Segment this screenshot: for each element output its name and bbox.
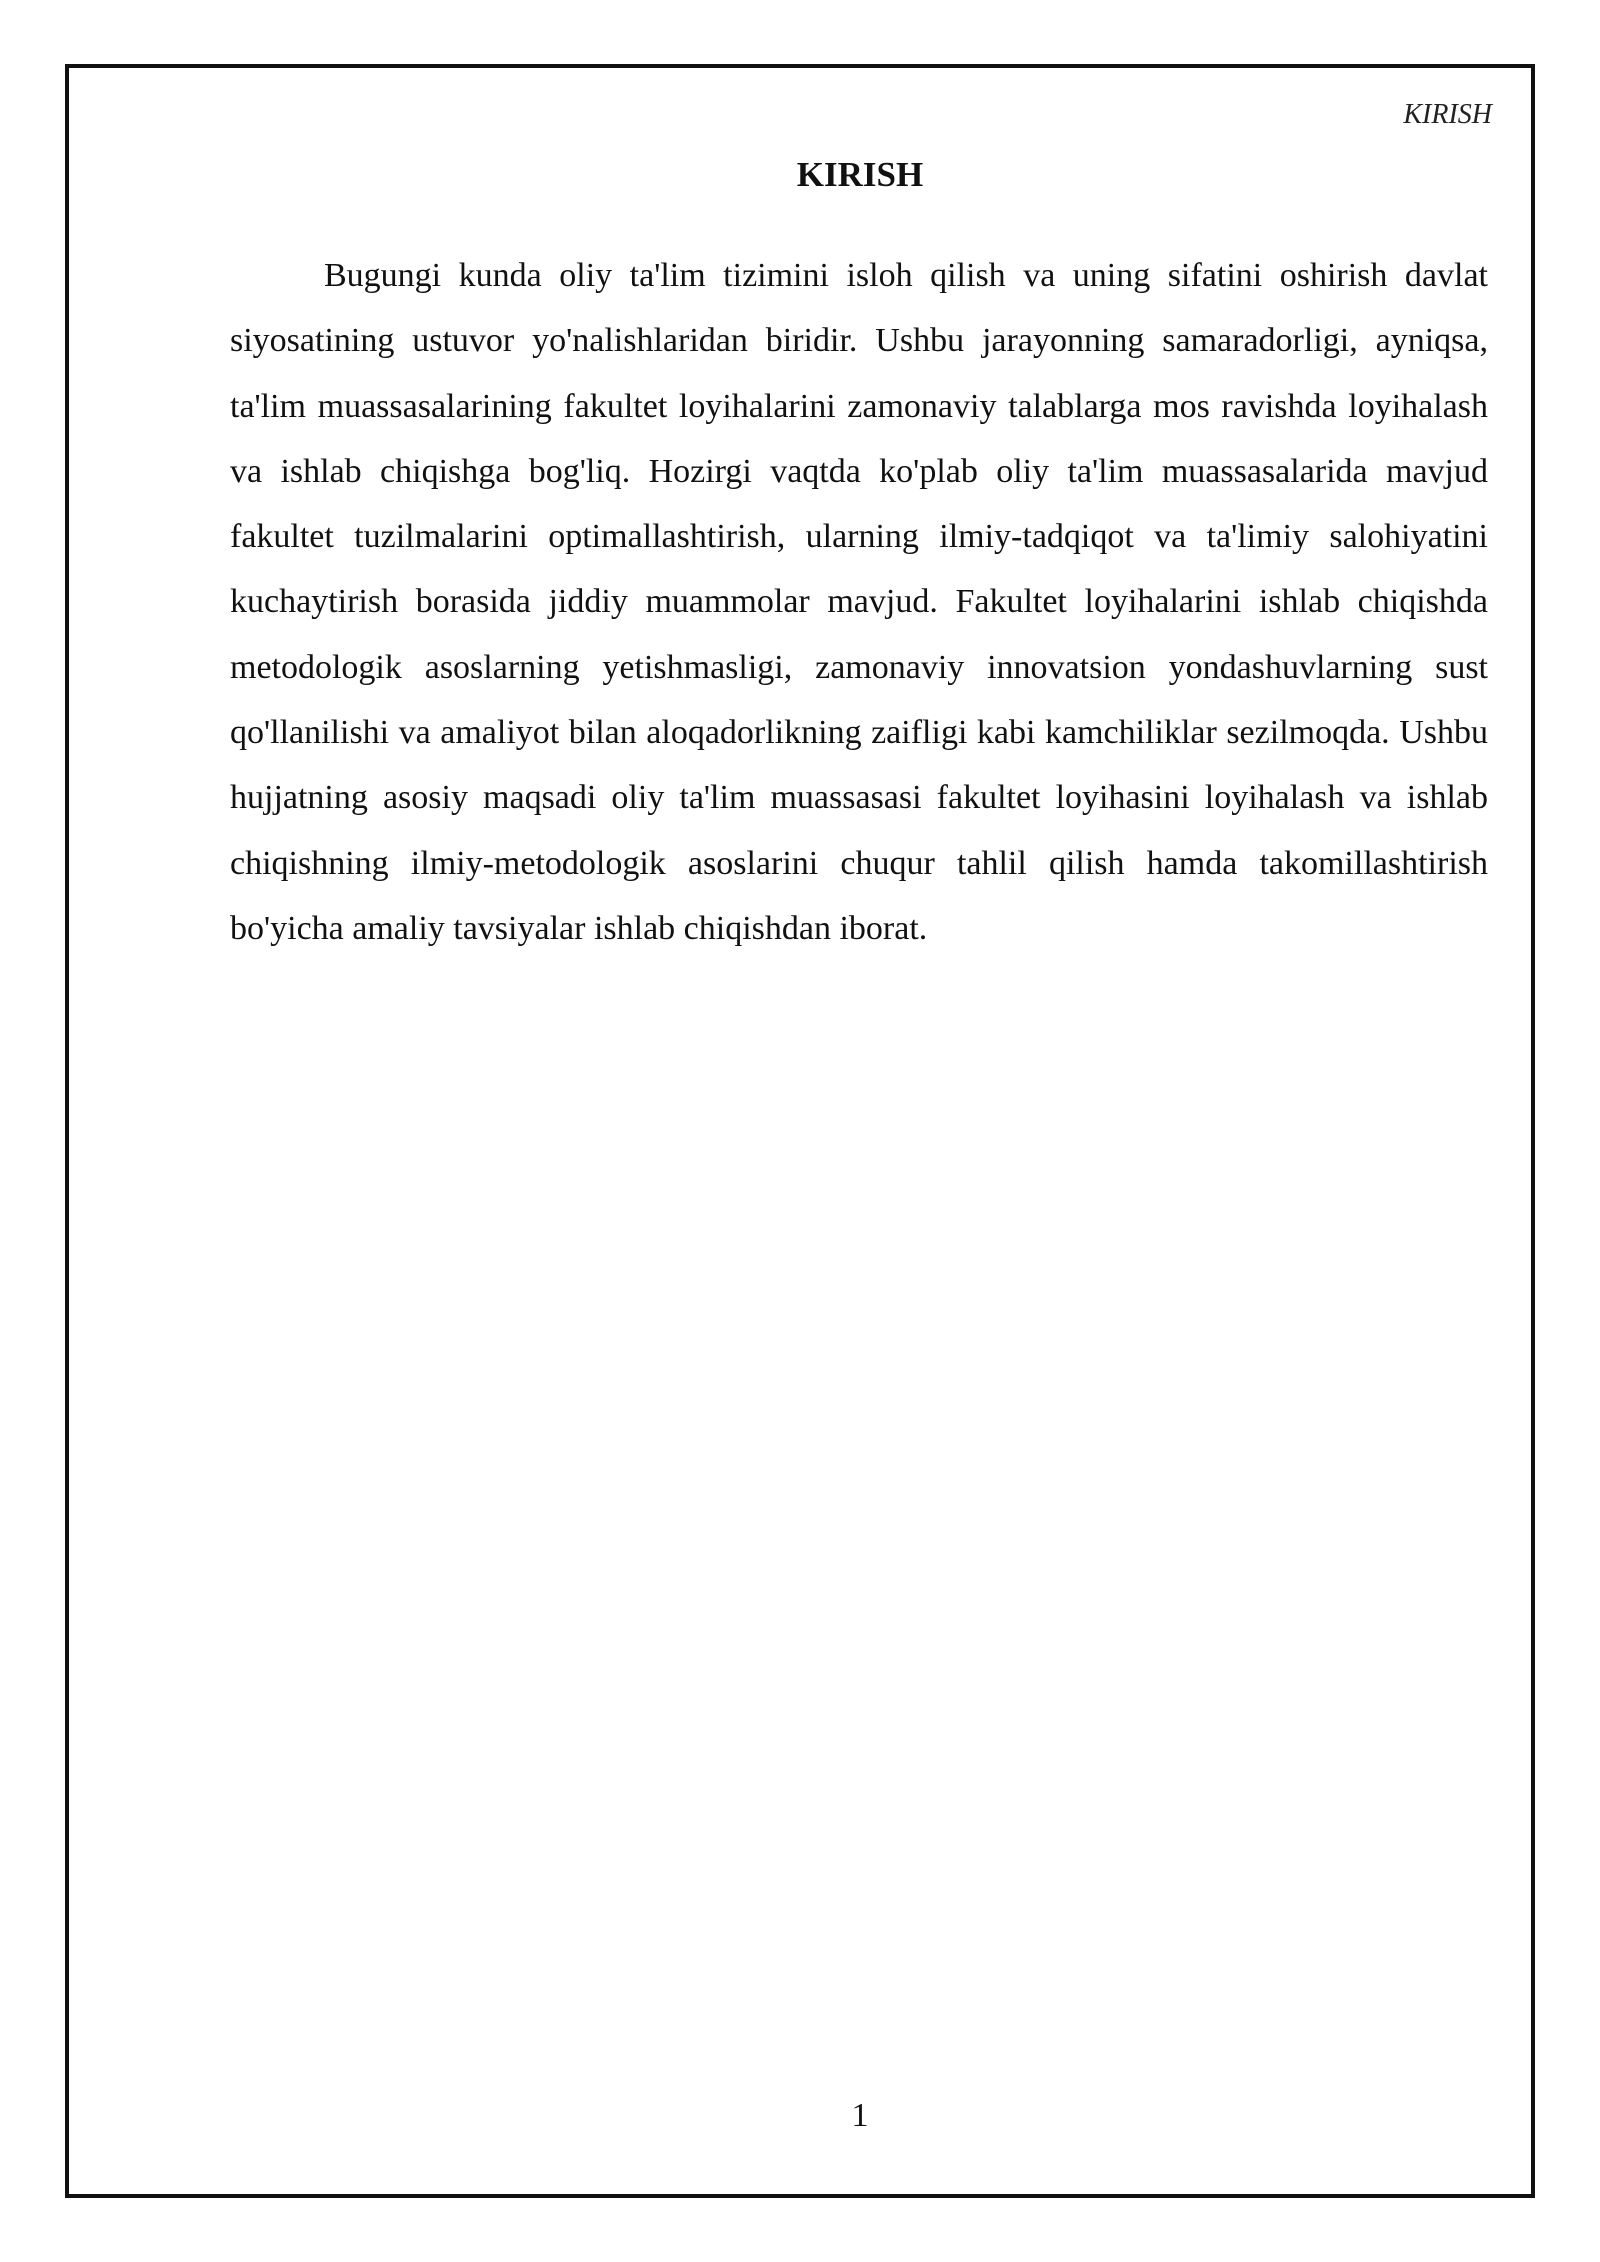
page-number: 1 (851, 2097, 869, 2134)
body-paragraph: Bugungi kunda oliy ta'lim tizimini isloh qilish va uning sifatini oshirish davlat siyosatining ustuvor yo'nalishlaridan biridir. Ushbu jarayonning samaradorligi, ayniqsa, ta'lim muassasalarining fakultet loyihalarini zamonaviy talablarga mos ravishda loyihalash va ishlab chiqishga bog'liq. Hozirgi vaqtda ko'plab oliy ta'lim muassasalarida mavjud fakultet tuzilmalarini optimallashtirish, ularning ilmiy-tadqiqot va ta'limiy salohiyatini kuchaytirish borasida jiddiy muammolar mavjud. Fakultet loyihalarini ishlab chiqishda metodologik asoslarning yetishmasligi, zamonaviy innovatsion yondashuvlarning sust qo'llanilishi va amaliyot bilan aloqadorlikning zaifligi kabi kamchiliklar sezilmoqda. Ushbu hujjatning asosiy maqsadi oliy ta'lim muassasasi fakultet loyihasini loyihalash va ishlab chiqishning ilmiy-metodologik asoslarini chuqur tahlil qilish hamda takomillashtirish bo'yicha amaliy tavsiyalar ishlab chiqishdan iborat. (230, 257, 1488, 947)
running-header: KIRISH (1403, 99, 1492, 130)
page-title: KIRISH (796, 155, 924, 194)
